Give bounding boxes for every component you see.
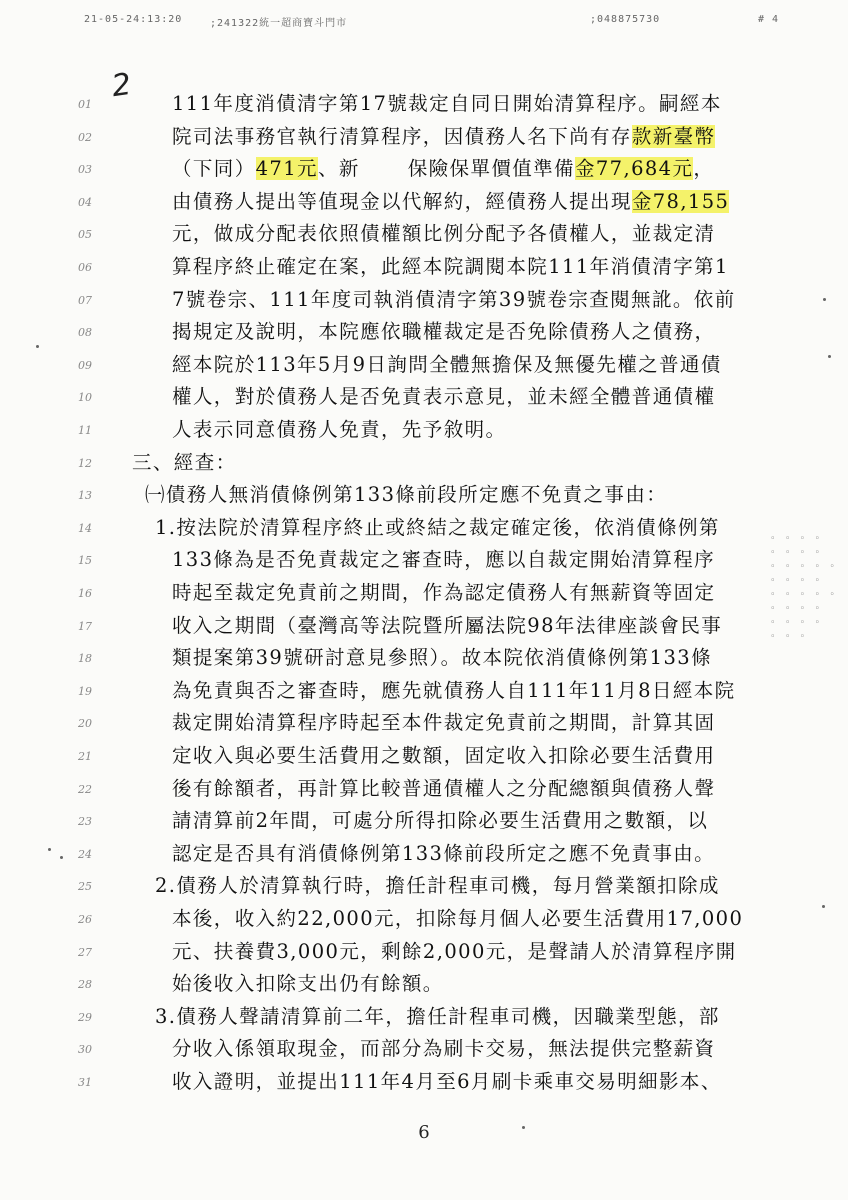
line-text: 7號卷宗、111年度司執消債清字第39號卷宗查閱無訛。依前: [172, 287, 736, 311]
text-line: [172, 1035, 715, 1063]
scan-speck: [522, 1126, 525, 1129]
scan-speck: [60, 856, 63, 859]
line-number: 02: [78, 130, 92, 144]
line-number: 23: [78, 815, 92, 829]
line-text: 本後，收入約22,000元，扣除每月個人必要生活費用17,000: [172, 907, 744, 930]
line-number: 09: [78, 358, 92, 372]
line-text: 收入證明，並提出111年4月至6月刷卡乘車交易明細影本、: [172, 1070, 722, 1093]
text-line: [172, 90, 722, 118]
text-line: [172, 546, 715, 574]
scan-speck: [48, 848, 51, 851]
line-text: 由債務人提出等值現金以代解約，經債務人提出現: [172, 189, 632, 213]
line-text: 111年度消債清字第17號裁定自同日開始清算程序。嗣經本: [172, 92, 722, 115]
line-number: 07: [78, 293, 92, 307]
line-number: 25: [78, 880, 92, 894]
line-number: 29: [78, 1010, 92, 1024]
scan-speck: [822, 905, 825, 908]
scan-speck: [823, 298, 826, 301]
text-line: [172, 644, 712, 672]
text-line: [155, 514, 720, 542]
line-text: 為免責與否之審查時，應先就債務人自111年11月8日經本院: [172, 678, 736, 702]
line-text: 權人，對於債務人是否免責表示意見，並未經全體普通債權: [172, 385, 716, 409]
fax-sender: ;241322統一超商寶斗門市: [210, 18, 348, 29]
line-number: 08: [78, 326, 92, 340]
line-number: 16: [78, 587, 92, 600]
text-line: [132, 449, 237, 477]
text-line: [172, 188, 729, 216]
text-line: [172, 123, 715, 151]
line-text: 時起至裁定免責前之期間，作為認定債務人有無薪資等固定: [172, 581, 716, 604]
text-line: [172, 351, 722, 379]
line-text: （下同）: [172, 157, 256, 181]
fax-number: ;048875730: [590, 14, 661, 25]
text-line: [155, 1003, 720, 1031]
text-line: [172, 938, 737, 966]
line-number: 12: [78, 456, 92, 470]
line-number: 14: [78, 521, 92, 535]
text-line: [172, 677, 736, 705]
line-text: 收入之期間（臺灣高等法院暨所屬法院98年法律座談會民事: [172, 613, 723, 637]
text-line: [172, 579, 715, 607]
line-text: 分收入係領取現金，而部分為刷卡交易，無法提供完整薪資: [172, 1037, 716, 1061]
fax-header: [0, 14, 848, 32]
scan-speck: [828, 355, 831, 358]
highlighted-amount: 金78,155: [631, 189, 730, 213]
line-text: 保險保單價值準備: [407, 157, 575, 181]
text-line: [172, 742, 715, 770]
text-line: [172, 383, 715, 411]
text-line: [172, 709, 715, 737]
line-text: 定收入與必要生活費用之數額，固定收入扣除必要生活費用: [172, 744, 716, 767]
line-number: 17: [78, 619, 92, 633]
line-text: 算程序終止確定在案，此經本院調閱本院111年消債清字第1: [172, 255, 729, 278]
line-number: 03: [78, 163, 92, 177]
line-text: 始後收入扣除支出仍有餘額。: [172, 972, 444, 996]
text-line: [145, 481, 667, 509]
line-text: 請清算前2年間，可處分所得扣除必要生活費用之數額，以: [172, 809, 709, 833]
line-text: 、新: [317, 157, 360, 181]
text-line: [172, 612, 722, 640]
scan-speck: [36, 345, 39, 348]
text-line: [172, 1068, 722, 1096]
text-line: [172, 220, 715, 248]
line-number: 11: [78, 424, 92, 437]
line-number: 06: [78, 261, 92, 274]
text-line: [172, 905, 743, 933]
line-text: 院司法事務官執行清算程序，因債務人名下尚有存: [172, 124, 632, 148]
line-number: 10: [78, 391, 92, 405]
highlighted-amount: 金77,684元: [574, 157, 694, 181]
line-number: 22: [78, 782, 92, 796]
highlighted-amount: 款新臺幣: [631, 124, 716, 148]
text-line: [172, 155, 714, 183]
fax-datetime: 21-05-24:13:20: [84, 14, 183, 25]
line-text: ㈠債務人無消債條例第133條前段所定應不免責之事由：: [145, 483, 668, 507]
line-text: 後有餘額者，再計算比較普通債權人之分配總額與債務人聲: [172, 776, 716, 800]
line-number: 01: [78, 98, 92, 111]
line-number: 27: [78, 945, 92, 959]
line-text: 元，做成分配表依照債權額比例分配予各債權人，並裁定清: [172, 222, 716, 246]
fax-page-marker: # 4: [758, 14, 780, 25]
line-number: 15: [78, 554, 92, 568]
line-number: 20: [78, 717, 92, 731]
line-text: 類提案第39號研討意見參照）。故本院依消債條例第133條: [172, 646, 712, 670]
text-line: [172, 970, 444, 998]
line-number: 13: [78, 489, 92, 503]
line-number: 26: [78, 913, 92, 926]
text-line: [172, 286, 736, 314]
text-line: [172, 253, 729, 281]
line-text: 133條為是否免責裁定之審查時，應以自裁定開始清算程序: [172, 548, 716, 572]
line-text: 3.債務人聲請清算前二年，擔任計程車司機，因職業型態，部: [155, 1004, 720, 1028]
text-line: [172, 840, 715, 868]
line-number: 31: [78, 1076, 92, 1089]
line-text: 認定是否具有消債條例第133條前段所定之應不免責事由。: [172, 841, 716, 865]
line-text: 三、經查：: [132, 450, 237, 474]
line-text: 裁定開始清算程序時起至本件裁定免責前之期間，計算其固: [172, 711, 716, 735]
line-text: ，: [693, 157, 715, 181]
line-number: 24: [78, 847, 92, 861]
line-text: 元、扶養費3,000元，剩餘2,000元，是聲請人於清算程序開: [172, 939, 737, 963]
line-text: 揭規定及說明，本院應依職權裁定是否免除債務人之債務，: [172, 320, 716, 344]
page-number: 6: [418, 1122, 430, 1143]
line-number: 04: [78, 195, 92, 209]
text-line: [172, 775, 715, 803]
line-number: 30: [78, 1043, 92, 1057]
line-number: 19: [78, 684, 92, 698]
line-number: 05: [78, 228, 92, 242]
line-text: 人表示同意債務人免責，先予敘明。: [172, 418, 507, 441]
line-number: 28: [78, 978, 92, 992]
line-number: 18: [78, 652, 92, 666]
text-line: [155, 872, 720, 900]
text-line: [172, 807, 708, 835]
line-text: 經本院於113年5月9日詢問全體無擔保及無優先權之普通債: [172, 352, 722, 376]
scan-dots: ◦ ◦ ◦ ◦ ◦ ◦ ◦ ◦ ◦ ◦ ◦ ◦ ◦ ◦ ◦ ◦ ◦ ◦ ◦ ◦ ◦ ◦ ◦ ◦ ◦ ◦ ◦ ◦ ◦ ◦ ◦ ◦ ◦: [770, 534, 837, 642]
line-text: 1.按法院於清算程序終止或終結之裁定確定後，依消債條例第: [155, 515, 720, 539]
text-line: [172, 318, 715, 346]
line-number: 21: [78, 750, 92, 763]
handwritten-mark: 2: [109, 66, 134, 105]
highlighted-amount: 471元: [255, 157, 318, 181]
text-line: [172, 416, 506, 444]
line-text: 2.債務人於清算執行時，擔任計程車司機，每月營業額扣除成: [155, 874, 720, 898]
